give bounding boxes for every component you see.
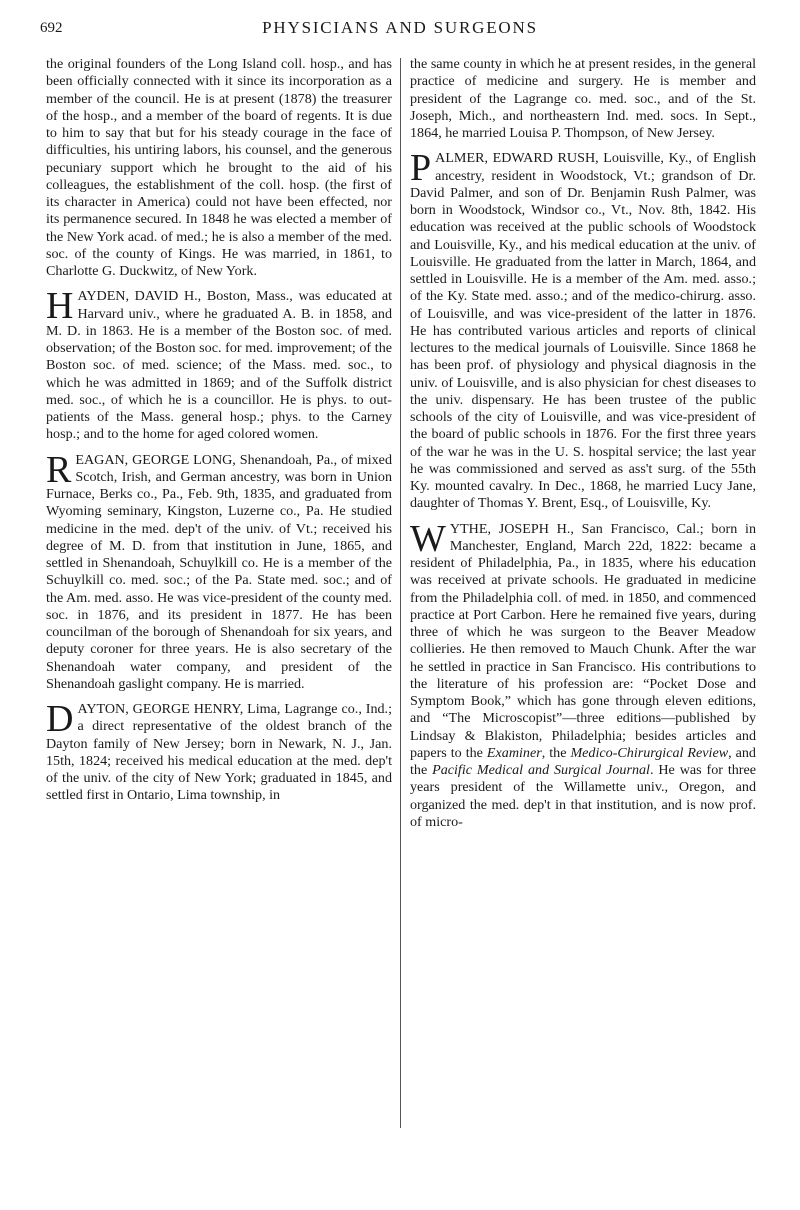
- entry-heading: AYTON, GEORGE HENRY,: [77, 701, 244, 717]
- page-number: 692: [40, 20, 63, 36]
- left-column: [46, 56, 392, 813]
- entry-heading: ALMER, EDWARD RUSH,: [435, 150, 599, 167]
- entry-text: . He was for three years president of the Willamette univ., Oregon, and organized the med. dep't in that institution, and is now prof. of micro-: [410, 762, 756, 830]
- continuation-paragraph: the same county in which he at present resides, in the general practice of medicine and surgery. He is member and president of the Lagrange co. med. soc., and of the St. Joseph, Mich., and northeastern Ind. med. socs. In Sept., 1864, he married Louisa P. Thompson, of New Jersey.: [410, 56, 756, 141]
- entry-hayden: [46, 285, 392, 443]
- column-divider: [400, 58, 401, 1128]
- journal-title: Pacific Medical and Surgical Journal: [432, 762, 650, 778]
- entry-text: , the: [541, 744, 571, 761]
- right-column: [410, 56, 756, 839]
- entry-heading: YTHE, JOSEPH H.,: [449, 520, 574, 537]
- journal-title: Examiner: [486, 744, 542, 761]
- entry-text: Shenandoah, Pa., of mixed Scotch, Irish, and German ancestry, was born in Union Furnace, Berks co., Pa., Feb. 9th, 1835, and graduated from Wyoming seminary, Kingston, Luzerne co., Pa. He studied medicine in the med. dep't of the univ. of Vt.; received his degree of M. D. from that institution in June, 1865, and settled in Shenandoah, Schuylkill co. He is a member of the Schuylkill co. med. soc.; of the Pa. State med. soc.; and of the Am. med. asso. He was vice-president of the county med. soc. in 1876, and its president in 1877. He has been councilman of the borough of Shenandoah for six years, and deputy coroner for three years. He is also secretary of the Shenandoah water company, and president of the Shenandoah gaslight company. He is married.: [46, 451, 392, 692]
- drop-cap: W: [410, 517, 446, 560]
- entry-heading: AYDEN, DAVID H.,: [77, 288, 202, 305]
- entry-dayton: [46, 698, 392, 805]
- entry-heading: EAGAN, GEORGE LONG,: [75, 451, 236, 468]
- drop-cap: H: [46, 285, 74, 328]
- running-title: PHYSICIANS AND SURGEONS: [262, 18, 538, 37]
- entry-text: San Francisco, Cal.; born in Manchester, England, March 22d, 1822: became a resident of Philadelphia, Pa., in 1835, where his education was received at private schools. He graduated in medicine from the Philadelphia coll. of med. in 1850, and commenced practice at Port Carbon. Here he remained five years, during three of which he was surgeon to the Beaver Meadow collieries. He then removed to Mauch Chunk. After the war he settled in practice in San Francisco. His contributions to the literature of his profession are: “Pocket Dose and Symptom Book,” which has gone through eleven editions, and “The Microscopist”—three editions—published by Lindsay & Blakiston, Philadelphia; besides articles and papers to the: [410, 520, 756, 761]
- entry-text: , and the: [410, 744, 756, 778]
- journal-title: Medico-Chirurgical Review: [570, 744, 729, 761]
- page-header: [40, 14, 760, 44]
- entry-text: Lima, Lagrange co., Ind.; a direct representative of the oldest branch of the Dayton family of New Jersey; born in Newark, N. J., Jan. 15th, 1824; received his medical education at the med. dep't of the univ. of the city of New York; graduated in 1845, and settled first in Ontario, Lima township, in: [46, 701, 392, 804]
- drop-cap: D: [46, 698, 74, 740]
- continuation-paragraph: the original founders of the Long Island coll. hosp., and has been officially connected with it since its incorporation as a member of the council. He is at present (1878) the treasurer of the hosp., and a member of the board of regents. It is due to him to say that but for his steady courage in the face of difficulties, his untiring labors, his counsel, and the generous pecuniary support which he brought to the aid of his colleagues, the establishment of the coll. hosp. (the first of its character in America) could not have been effected, nor its permanence secured. In 1848 he was elected a member of the New York acad. of med.; he is also a member of the med. soc. of the county of Kings. He was married, in 1861, to Charlotte G. Duckwitz, of New York.: [46, 56, 392, 279]
- entry-reagan: [46, 448, 392, 694]
- drop-cap: R: [46, 448, 72, 491]
- entry-palmer: [410, 147, 756, 512]
- entry-text: Louisville, Ky., of English ancestry, resident in Woodstock, Vt.; grandson of Dr. David Palmer, and son of Dr. Benjamin Rush Palmer, was born in Woodstock, Windsor co., Vt., Nov. 8th, 1842. His education was received at the public schools of Woodstock and Louisville, Ky., and his medical education at the univ. of Louisville. He graduated from the latter in March, 1864, and settled in Louisville. He is a member of the Am. med. asso.; of the Ky. State med. asso.; and of the medico-chirurg. asso. of Louisville, and was vice-president of the latter in 1876. He has contributed various articles and reports of clinical lectures to the medical journals of Louisville. Since 1868 he has been prof. of physiology and physical diagnosis in the univ. of Louisville, and is also physician for chest diseases to the univ. dispensary. He has been trustee of the public schools of the city of Louisville, and was vice-president of the board of public schools in 1876. For the first three years of the war he was in the U. S. hospital service; the last year he was commissioned and served as ass't surg. of the 55th Ky. mounted cavalry. In Dec., 1868, he married Lucy Jane, daughter of Thomas Y. Brent, Esq., of Louisville, Ky.: [410, 150, 756, 512]
- entry-text: Boston, Mass., was educated at Harvard univ., where he graduated A. B. in 1858, and M. D. in 1863. He is a member of the Boston soc. of med. observation; of the Boston soc. for med. improvement; of the Boston soc. of med. science; of the Mass. med. soc., to which he was admitted in 1869; and of the Suffolk district med. soc., of which he is a councillor. He is phys. to out-patients of the Mass. general hosp.; phys. to the Carney hosp.; and to the home for aged colored women.: [46, 288, 392, 443]
- entry-wythe: [410, 517, 756, 832]
- drop-cap: P: [410, 147, 432, 190]
